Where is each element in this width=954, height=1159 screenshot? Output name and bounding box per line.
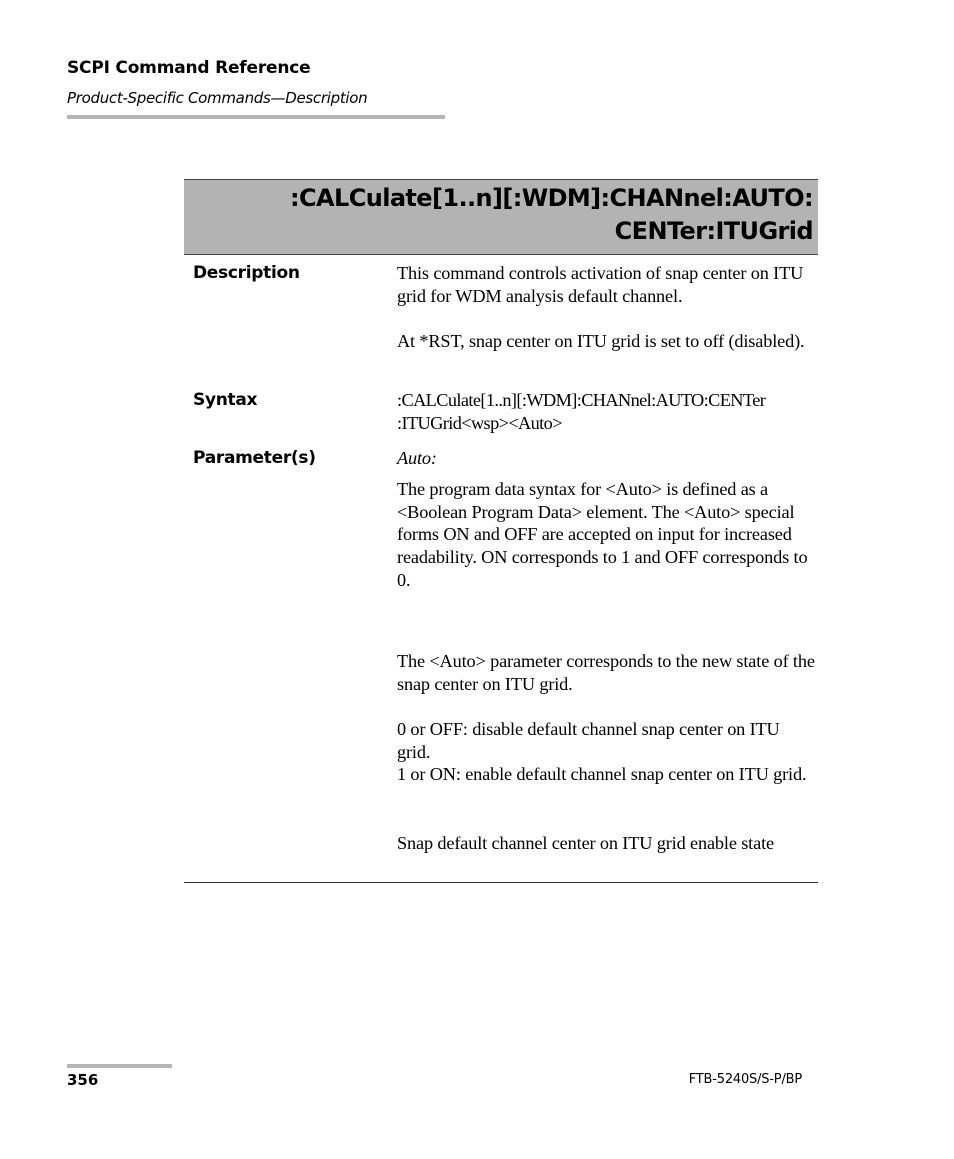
parameter-summary-text: Snap default channel center on ITU grid enable state <box>397 833 774 853</box>
description-body <box>397 262 817 307</box>
parameter-summary <box>397 832 817 855</box>
running-header <box>67 57 445 108</box>
page-number: 356 <box>67 1071 99 1089</box>
option-off: 0 or OFF: disable default channel snap center on ITU grid. <box>397 719 780 762</box>
description-paragraph: This command controls activation of snap center on ITU grid for WDM analysis default channel. <box>397 263 804 306</box>
syntax-line-2: :ITUGrid<wsp><Auto> <box>397 412 562 433</box>
description-label: Description <box>193 263 300 283</box>
parameter-name: Auto: <box>397 448 437 468</box>
command-title <box>290 182 813 248</box>
parameter-definition-text: The program data syntax for <Auto> is defined as a <Boolean Program Data> element. The <Auto> special forms ON and OFF are accepted on input for increased readability. ON corresponds to 1 and OFF corresponds to 0. <box>397 479 808 590</box>
section-title: SCPI Command Reference <box>67 58 311 78</box>
description-paragraph: At *RST, snap center on ITU grid is set to off (disabled). <box>397 331 805 351</box>
syntax-line-1: :CALCulate[1..n][:WDM]:CHANnel:AUTO:CENTer <box>397 390 766 410</box>
option-on: 1 or ON: enable default channel snap center on ITU grid. <box>397 764 807 785</box>
parameter-meaning-text: The <Auto> parameter corresponds to the new state of the snap center on ITU grid. <box>397 651 815 694</box>
command-banner <box>184 179 818 255</box>
command-title-line-2: CENTer:ITUGrid <box>614 217 813 245</box>
product-code: FTB-5240S/S-P/BP <box>688 1072 802 1087</box>
syntax-body <box>397 389 817 434</box>
table-bottom-divider <box>184 882 818 883</box>
parameter-definition <box>397 478 817 592</box>
command-title-line-1: :CALCulate[1..n][:WDM]:CHANnel:AUTO: <box>290 184 813 212</box>
parameters-label: Parameter(s) <box>193 448 316 468</box>
reset-state-text <box>397 330 817 353</box>
footer-divider <box>67 1064 172 1068</box>
parameter-meaning <box>397 650 817 695</box>
section-subtitle: Product-Specific Commands—Description <box>67 89 368 107</box>
syntax-label: Syntax <box>193 390 258 410</box>
header-divider <box>67 115 445 119</box>
parameter-options <box>397 718 817 786</box>
